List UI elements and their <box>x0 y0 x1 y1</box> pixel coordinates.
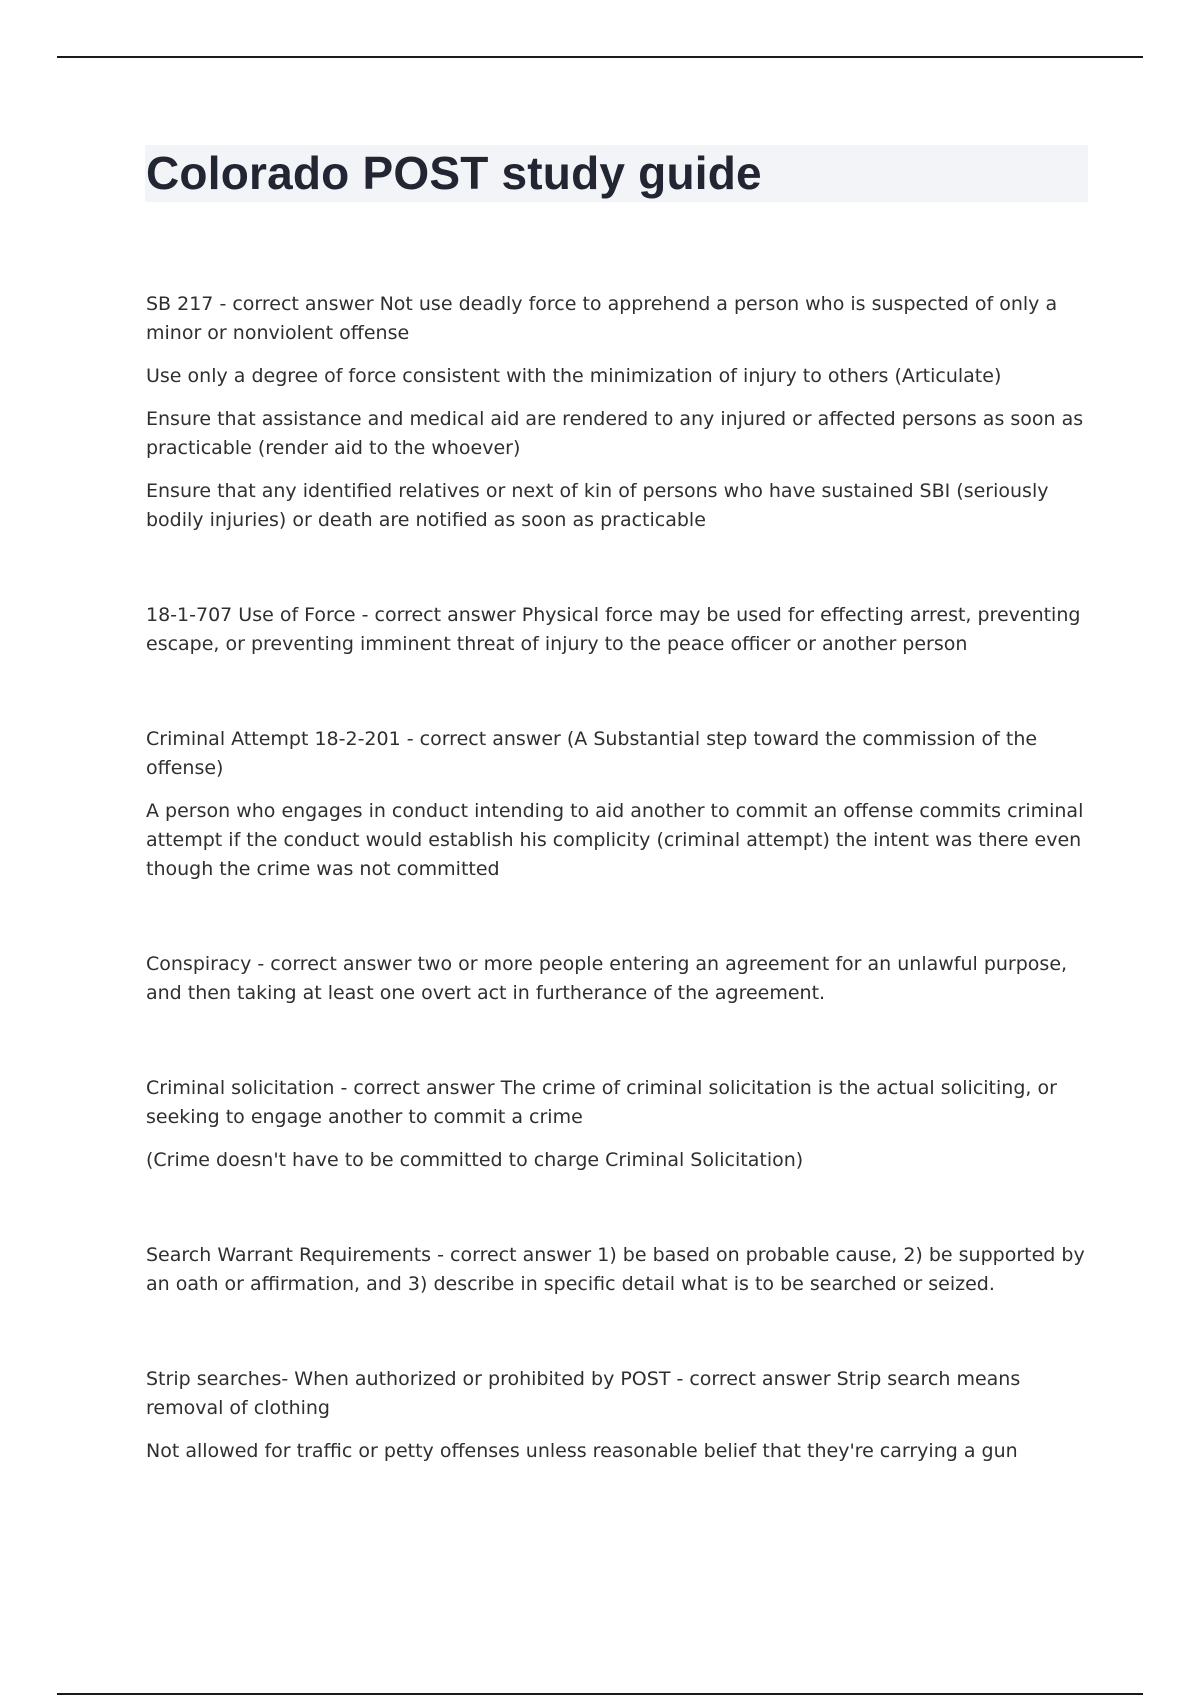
entry-paragraph: Not allowed for traffic or petty offenses unless reasonable belief that they're carrying a gun <box>146 1440 1018 1462</box>
entry-sb-217 <box>146 290 1092 535</box>
entry-paragraph: Ensure that assistance and medical aid are rendered to any injured or affected persons as soon as practicable (render aid to the whoever) <box>146 408 1084 459</box>
entry-use-of-force <box>146 601 1092 659</box>
entry-strip-searches <box>146 1365 1092 1466</box>
entry-search-warrant <box>146 1241 1092 1299</box>
entry-paragraph: Strip searches- When authorized or prohibited by POST - correct answer Strip search means removal of clothing <box>146 1368 1021 1419</box>
study-guide-content <box>146 290 1092 1532</box>
bottom-rule <box>57 1693 1143 1695</box>
entry-paragraph: A person who engages in conduct intending to aid another to commit an offense commits criminal attempt if the conduct would establish his complicity (criminal attempt) the intent was there even though the crime was not committed <box>146 800 1084 880</box>
entry-paragraph: Conspiracy - correct answer two or more people entering an agreement for an unlawful purpose, and then taking at least one overt act in furtherance of the agreement. <box>146 953 1068 1004</box>
entry-criminal-attempt <box>146 725 1092 884</box>
page-title: Colorado POST study guide <box>146 147 762 199</box>
entry-paragraph: Criminal solicitation - correct answer The crime of criminal solicitation is the actual soliciting, or seeking to engage another to commit a crime <box>146 1077 1057 1128</box>
entry-paragraph: (Crime doesn't have to be committed to charge Criminal Solicitation) <box>146 1149 804 1171</box>
entry-paragraph: Use only a degree of force consistent with the minimization of injury to others (Articulate) <box>146 365 1002 387</box>
entry-paragraph: 18-1-707 Use of Force - correct answer Physical force may be used for effecting arrest, preventing escape, or preventing imminent threat of injury to the peace officer or another person <box>146 604 1081 655</box>
entry-paragraph: SB 217 - correct answer Not use deadly force to apprehend a person who is suspected of only a minor or nonviolent offense <box>146 293 1058 344</box>
entry-paragraph: Ensure that any identified relatives or next of kin of persons who have sustained SBI (seriously bodily injuries) or death are notified as soon as practicable <box>146 480 1049 531</box>
entry-paragraph: Search Warrant Requirements - correct answer 1) be based on probable cause, 2) be supported by an oath or affirmation, and 3) describe in specific detail what is to be searched or seized. <box>146 1244 1085 1295</box>
top-rule <box>57 56 1143 58</box>
entry-conspiracy <box>146 950 1092 1008</box>
entry-criminal-solicitation <box>146 1074 1092 1175</box>
entry-paragraph: Criminal Attempt 18-2-201 - correct answer (A Substantial step toward the commission of the offense) <box>146 728 1038 779</box>
